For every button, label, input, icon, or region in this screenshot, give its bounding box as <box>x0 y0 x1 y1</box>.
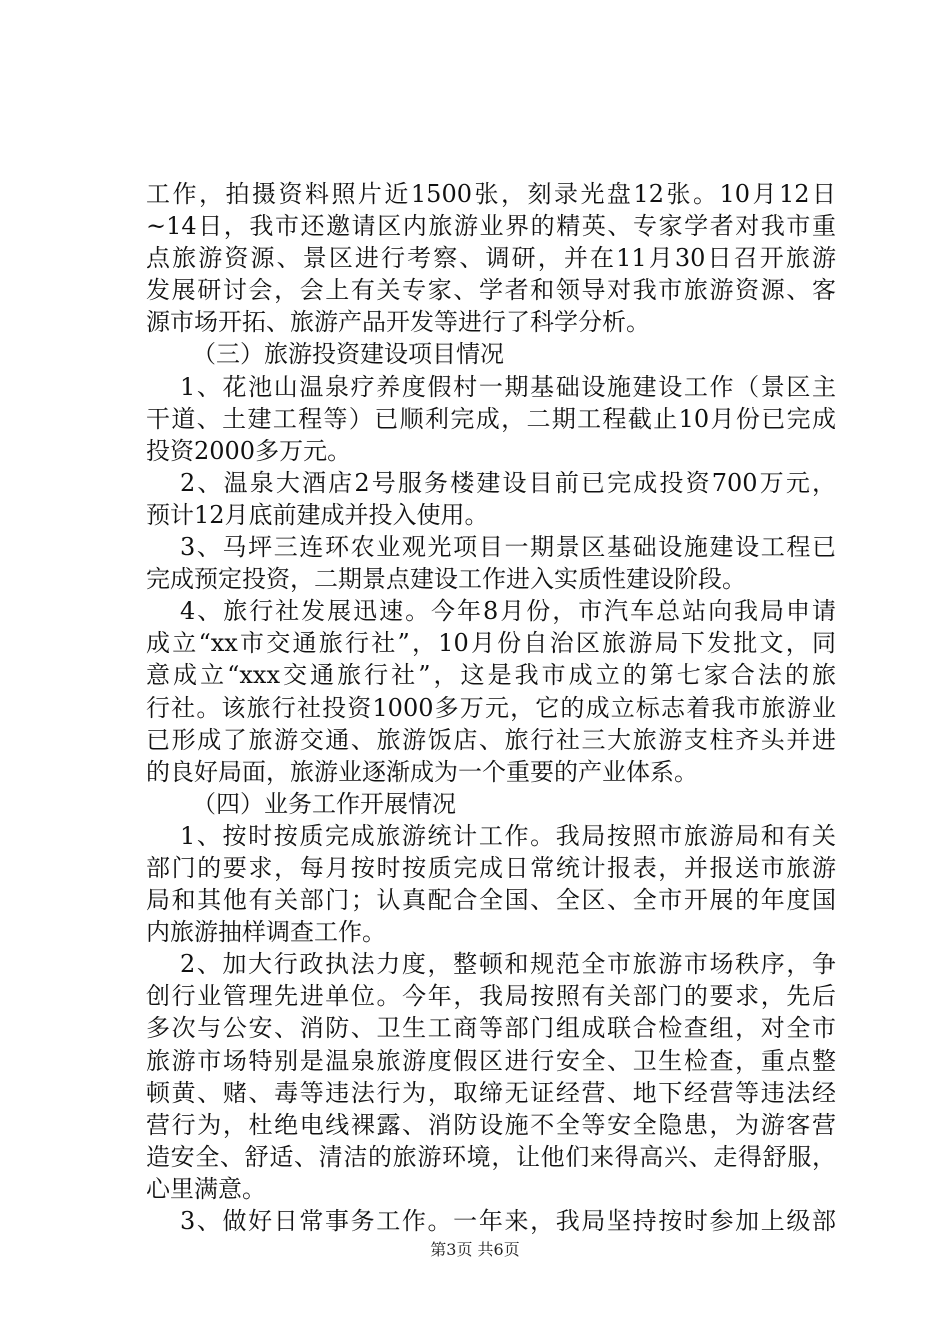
page-number-footer: 第3页 共6页 <box>430 1240 520 1259</box>
text-line: 已形成了旅游交通、旅游饭店、旅行社三大旅游支柱齐头并进 <box>146 725 836 754</box>
text-line: 源市场开拓、旅游产品开发等进行了科学分析。 <box>146 308 650 337</box>
text-line: 意成立“xxx交通旅行社”，这是我市成立的第七家合法的旅 <box>146 661 836 690</box>
text-line: 2、温泉大酒店2号服务楼建设目前已完成投资700万元， <box>180 468 836 497</box>
text-line: 完成预定投资，二期景点建设工作进入实质性建设阶段。 <box>146 565 746 594</box>
text-line: 3、做好日常事务工作。一年来，我局坚持按时参加上级部 <box>180 1207 836 1235</box>
text-line: 心里满意。 <box>146 1174 266 1203</box>
text-line: 1、花池山温泉疗养度假村一期基础设施建设工作（景区主 <box>180 372 836 401</box>
text-line: 预计12月底前建成并投入使用。 <box>146 500 489 529</box>
text-line: 创行业管理先进单位。今年，我局按照有关部门的要求，先后 <box>146 982 836 1011</box>
text-line: ~14日，我市还邀请区内旅游业界的精英、专家学者对我市重 <box>146 212 836 241</box>
section-heading: （四）业务工作开展情况 <box>192 789 456 818</box>
text-line: 局和其他有关部门；认真配合全国、全区、全市开展的年度国 <box>146 886 836 915</box>
text-line: 发展研讨会，会上有关专家、学者和领导对我市旅游资源、客 <box>146 276 836 305</box>
text-line: 1、按时按质完成旅游统计工作。我局按照市旅游局和有关 <box>180 821 836 850</box>
document-body <box>146 178 836 1237</box>
text-line: 部门的要求，每月按时按质完成日常统计报表，并报送市旅游 <box>146 853 836 882</box>
text-line: 工作，拍摄资料照片近1500张，刻录光盘12张。10月12日 <box>146 180 836 208</box>
text-line: 多次与公安、消防、卫生工商等部门组成联合检查组，对全市 <box>146 1014 836 1043</box>
text-line: 3、马坪三连环农业观光项目一期景区基础设施建设工程已 <box>180 533 836 562</box>
section-heading: （三）旅游投资建设项目情况 <box>192 340 504 369</box>
text-line: 顿黄、赌、毒等违法行为，取缔无证经营、地下经营等违法经 <box>146 1078 836 1107</box>
text-line: 的良好局面，旅游业逐渐成为一个重要的产业体系。 <box>146 757 698 786</box>
text-line: 干道、土建工程等）已顺利完成，二期工程截止10月份已完成 <box>146 404 836 433</box>
text-line: 4、旅行社发展迅速。今年8月份，市汽车总站向我局申请 <box>180 597 836 626</box>
text-line: 营行为，杜绝电线裸露、消防设施不全等安全隐患，为游客营 <box>146 1110 836 1139</box>
text-line: 行社。该旅行社投资1000多万元，它的成立标志着我市旅游业 <box>146 693 836 722</box>
text-line: 投资2000多万元。 <box>146 436 352 465</box>
text-line: 2、加大行政执法力度，整顿和规范全市旅游市场秩序，争 <box>180 950 836 979</box>
text-line: 内旅游抽样调查工作。 <box>146 918 386 947</box>
text-line: 旅游市场特别是温泉旅游度假区进行安全、卫生检查，重点整 <box>146 1046 836 1075</box>
text-line: 点旅游资源、景区进行考察、调研，并在11月30日召开旅游 <box>146 244 836 273</box>
text-line: 造安全、舒适、清洁的旅游环境，让他们来得高兴、走得舒服， <box>146 1142 836 1171</box>
text-line: 成立“xx市交通旅行社”，10月份自治区旅游局下发批文，同 <box>146 629 836 658</box>
